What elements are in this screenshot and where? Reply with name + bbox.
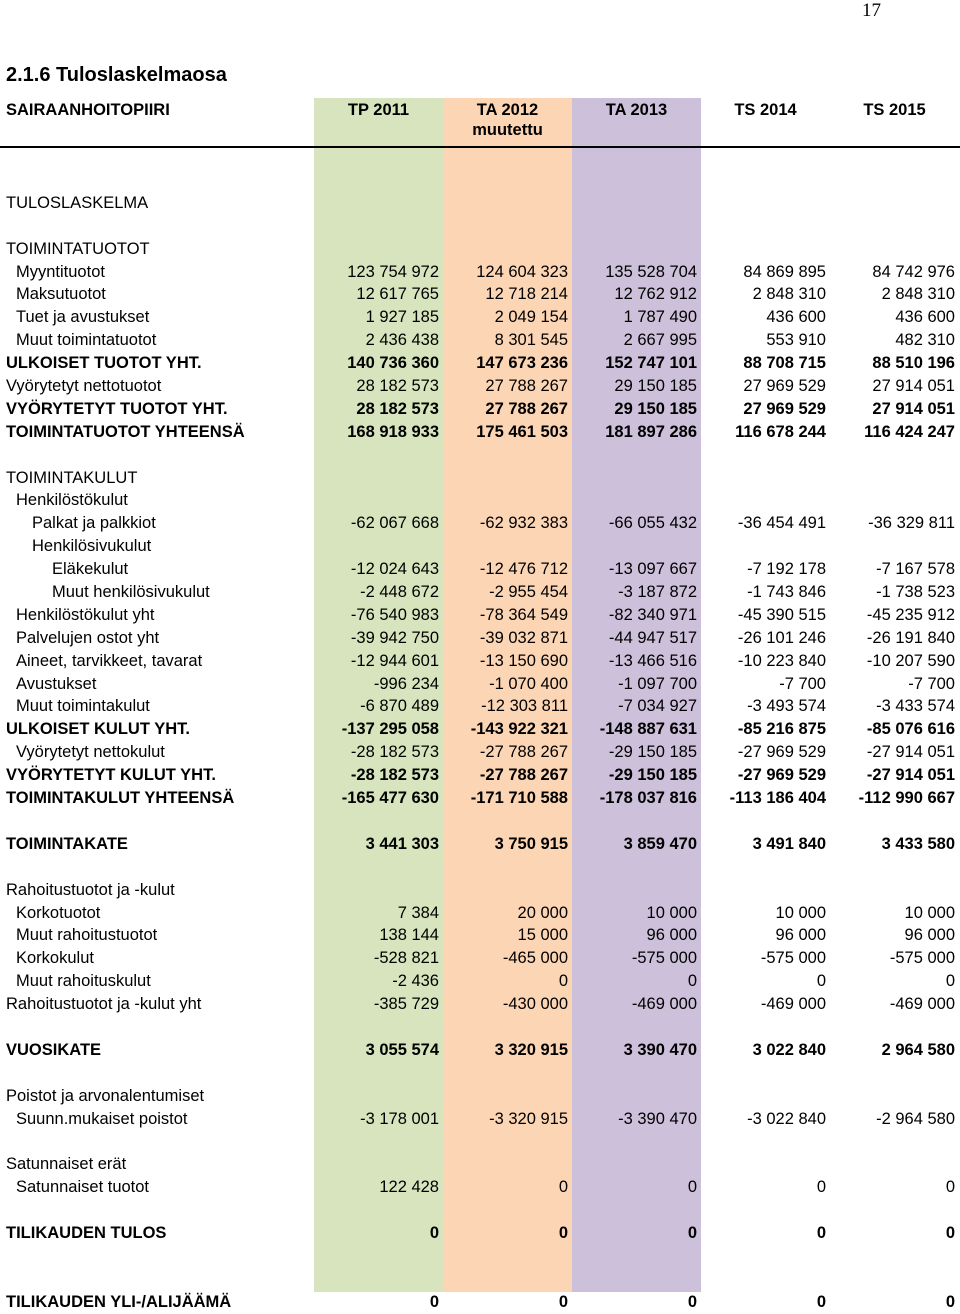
row-value: 3 055 574 — [365, 1040, 439, 1059]
table-row — [0, 261, 960, 284]
row-label: Maksutuotot — [16, 285, 106, 304]
row-label: Rahoitustuotot ja -kulut yht — [6, 995, 202, 1014]
row-value: -27 788 267 — [479, 743, 568, 762]
row-value: -171 710 588 — [470, 789, 568, 808]
row-label: Muut toimintakulut — [16, 697, 150, 716]
row-value: 27 914 051 — [872, 399, 955, 418]
header-divider — [0, 146, 960, 148]
row-label: Henkilöstökulut yht — [16, 605, 155, 624]
spacer-row — [0, 1268, 960, 1291]
row-label: TOIMINTATUOTOT — [6, 239, 150, 258]
income-statement-table — [0, 169, 960, 1314]
row-value: -27 969 529 — [737, 766, 826, 785]
spacer-row — [0, 1130, 960, 1153]
row-value: -62 932 383 — [479, 514, 568, 533]
row-value: 0 — [816, 1292, 826, 1311]
row-value: -29 150 185 — [608, 743, 697, 762]
row-value: 0 — [945, 1223, 955, 1242]
row-value: 482 310 — [895, 331, 955, 350]
row-value: 181 897 286 — [605, 422, 697, 441]
row-value: -39 032 871 — [479, 628, 568, 647]
row-value: -26 101 246 — [737, 628, 826, 647]
row-value: 138 144 — [379, 926, 439, 945]
row-label: Tuet ja avustukset — [16, 308, 150, 327]
table-row — [0, 329, 960, 352]
row-label: Muut rahoitustuotot — [16, 926, 158, 945]
section-title: 2.1.6 Tuloslaskelmaosa — [6, 64, 227, 86]
row-value: -1 097 700 — [618, 674, 697, 693]
table-row — [0, 650, 960, 673]
table-row — [0, 764, 960, 787]
row-value: -1 743 846 — [747, 583, 826, 602]
row-label: Muut henkilösivukulut — [52, 583, 210, 602]
table-row — [0, 741, 960, 764]
row-value: -3 022 840 — [747, 1109, 826, 1128]
row-value: -3 178 001 — [360, 1109, 439, 1128]
row-value: -575 000 — [889, 949, 955, 968]
row-label: Korkotuotot — [16, 903, 101, 922]
row-value: 0 — [429, 1292, 439, 1311]
table-row — [0, 375, 960, 398]
row-label: Muut toimintatuotot — [16, 331, 157, 350]
table-row — [0, 352, 960, 375]
row-value: 28 182 573 — [356, 377, 439, 396]
row-value: 0 — [558, 1223, 568, 1242]
table-row — [0, 673, 960, 696]
spacer-row — [0, 1199, 960, 1222]
row-value: 84 869 895 — [743, 262, 826, 281]
row-value: 0 — [687, 1223, 697, 1242]
row-label: Myyntituotot — [16, 262, 105, 281]
row-label: TOIMINTAKULUT YHTEENSÄ — [6, 789, 235, 808]
row-value: 135 528 704 — [605, 262, 697, 281]
row-value: 96 000 — [904, 926, 955, 945]
row-label: ULKOISET KULUT YHT. — [6, 720, 190, 739]
table-row — [0, 1291, 960, 1314]
row-value: -82 340 971 — [608, 605, 697, 624]
table-row — [0, 581, 960, 604]
row-label: Rahoitustuotot ja -kulut — [6, 880, 175, 899]
row-value: 27 788 267 — [485, 399, 568, 418]
row-value: -2 964 580 — [876, 1109, 955, 1128]
row-label: TOIMINTAKATE — [6, 834, 128, 853]
row-value: -469 000 — [631, 995, 697, 1014]
row-value: 3 491 840 — [752, 834, 826, 853]
table-row — [0, 970, 960, 993]
row-value: 3 433 580 — [881, 834, 955, 853]
row-value: -575 000 — [760, 949, 826, 968]
row-value: 2 848 310 — [752, 285, 826, 304]
header-org: SAIRAANHOITOPIIRI — [6, 101, 170, 119]
row-value: 3 441 303 — [365, 834, 439, 853]
row-label: Henkilösivukulut — [32, 537, 152, 556]
row-value: -26 191 840 — [866, 628, 955, 647]
table-row — [0, 467, 960, 490]
row-value: -3 390 470 — [618, 1109, 697, 1128]
row-value: -113 186 404 — [729, 789, 826, 808]
row-label: TILIKAUDEN TULOS — [6, 1223, 167, 1242]
row-value: 0 — [945, 972, 955, 991]
row-label: TILIKAUDEN YLI-/ALIJÄÄMÄ — [6, 1292, 232, 1311]
row-value: -2 448 672 — [360, 583, 439, 602]
row-value: -1 738 523 — [876, 583, 955, 602]
spacer-row — [0, 215, 960, 238]
row-value: 116 678 244 — [735, 422, 826, 441]
row-value: 29 150 185 — [614, 377, 697, 396]
table-row — [0, 718, 960, 741]
table-row — [0, 1085, 960, 1108]
row-value: 553 910 — [766, 331, 826, 350]
row-label: VYÖRYTETYT TUOTOT YHT. — [6, 399, 228, 418]
table-row — [0, 902, 960, 925]
row-label: Muut rahoituskulut — [16, 972, 151, 991]
spacer-row — [0, 1245, 960, 1268]
row-value: 2 848 310 — [881, 285, 955, 304]
row-value: 27 969 529 — [743, 399, 826, 418]
row-value: -148 887 631 — [599, 720, 697, 739]
row-value: 116 424 247 — [864, 422, 955, 441]
row-value: 436 600 — [895, 308, 955, 327]
row-value: -66 055 432 — [608, 514, 697, 533]
row-value: 0 — [687, 1292, 697, 1311]
row-value: 0 — [816, 1178, 826, 1197]
row-value: -1 070 400 — [489, 674, 568, 693]
row-value: -27 788 267 — [479, 766, 568, 785]
header-ta2012 — [443, 100, 572, 140]
row-value: -7 700 — [908, 674, 955, 693]
row-value: 12 718 214 — [485, 285, 568, 304]
table-row — [0, 627, 960, 650]
row-label: VUOSIKATE — [6, 1040, 102, 1059]
row-label: Korkokulut — [16, 949, 94, 968]
row-value: -27 969 529 — [737, 743, 826, 762]
table-row — [0, 833, 960, 856]
row-value: -12 024 643 — [350, 560, 439, 579]
row-value: -178 037 816 — [599, 789, 697, 808]
row-value: -12 944 601 — [350, 651, 439, 670]
table-row — [0, 398, 960, 421]
row-value: -469 000 — [760, 995, 826, 1014]
row-value: 0 — [687, 972, 697, 991]
row-value: -13 097 667 — [608, 560, 697, 579]
row-value: -28 182 573 — [350, 743, 439, 762]
row-value: -62 067 668 — [350, 514, 439, 533]
row-value: -3 187 872 — [618, 583, 697, 602]
row-value: 27 969 529 — [743, 377, 826, 396]
row-value: -12 476 712 — [479, 560, 568, 579]
row-value: -112 990 667 — [858, 789, 955, 808]
row-value: 2 964 580 — [881, 1040, 955, 1059]
row-value: -7 192 178 — [747, 560, 826, 579]
row-value: 0 — [558, 1178, 568, 1197]
row-value: -528 821 — [373, 949, 439, 968]
row-label: TOIMINTAKULUT — [6, 468, 138, 487]
row-value: 436 600 — [766, 308, 826, 327]
row-value: -13 466 516 — [608, 651, 697, 670]
table-row — [0, 947, 960, 970]
row-value: 84 742 976 — [872, 262, 955, 281]
row-value: -39 942 750 — [350, 628, 439, 647]
row-value: -7 700 — [779, 674, 826, 693]
row-label: Vyörytetyt nettokulut — [16, 743, 165, 762]
row-value: 0 — [945, 1178, 955, 1197]
row-value: 10 000 — [904, 903, 955, 922]
row-value: 20 000 — [517, 903, 568, 922]
row-value: -137 295 058 — [341, 720, 439, 739]
row-value: 12 617 765 — [356, 285, 439, 304]
header-ta2012-line2: muutettu — [472, 121, 543, 139]
row-label: Satunnaiset tuotot — [16, 1178, 150, 1197]
row-value: 0 — [945, 1292, 955, 1311]
row-value: 2 667 995 — [623, 331, 697, 350]
row-value: -36 454 491 — [737, 514, 826, 533]
row-value: 1 927 185 — [365, 308, 439, 327]
row-value: 27 914 051 — [872, 377, 955, 396]
header-ta2012-line1: TA 2012 — [476, 101, 539, 119]
table-row — [0, 489, 960, 512]
row-value: -28 182 573 — [350, 766, 439, 785]
row-value: 15 000 — [517, 926, 568, 945]
row-label: Aineet, tarvikkeet, tavarat — [16, 651, 203, 670]
table-row — [0, 1108, 960, 1131]
row-value: 96 000 — [646, 926, 697, 945]
row-value: 123 754 972 — [347, 262, 439, 281]
row-label: Palvelujen ostot yht — [16, 628, 160, 647]
row-value: 96 000 — [775, 926, 826, 945]
row-value: -10 223 840 — [737, 651, 826, 670]
row-value: -13 150 690 — [479, 651, 568, 670]
table-row — [0, 993, 960, 1016]
row-value: 3 320 915 — [494, 1040, 568, 1059]
row-value: 0 — [687, 1178, 697, 1197]
row-value: 3 390 470 — [623, 1040, 697, 1059]
row-value: 140 736 360 — [347, 354, 439, 373]
row-label: Satunnaiset erät — [6, 1155, 127, 1174]
row-value: 1 787 490 — [623, 308, 697, 327]
row-value: 3 859 470 — [623, 834, 697, 853]
table-row — [0, 924, 960, 947]
row-value: -469 000 — [889, 995, 955, 1014]
header-ts2014: TS 2014 — [734, 101, 797, 119]
row-value: 2 049 154 — [494, 308, 568, 327]
row-value: 29 150 185 — [614, 399, 697, 418]
table-row — [0, 879, 960, 902]
row-value: -143 922 321 — [470, 720, 568, 739]
row-value: -85 216 875 — [737, 720, 826, 739]
row-label: Eläkekulut — [52, 560, 129, 579]
row-value: -27 914 051 — [866, 743, 955, 762]
row-value: 152 747 101 — [605, 354, 697, 373]
row-value: -78 364 549 — [479, 605, 568, 624]
table-row — [0, 1153, 960, 1176]
row-value: -6 870 489 — [360, 697, 439, 716]
row-value: 124 604 323 — [476, 262, 568, 281]
row-value: -165 477 630 — [341, 789, 439, 808]
table-row — [0, 283, 960, 306]
spacer-row — [0, 1016, 960, 1039]
table-row — [0, 238, 960, 261]
row-label: Poistot ja arvonalentumiset — [6, 1086, 205, 1105]
row-value: -3 320 915 — [489, 1109, 568, 1128]
row-label: Henkilöstökulut — [16, 491, 128, 510]
spacer-row — [0, 1062, 960, 1085]
row-value: -44 947 517 — [608, 628, 697, 647]
table-row — [0, 1176, 960, 1199]
page-number: 17 — [862, 0, 881, 21]
table-row — [0, 421, 960, 444]
row-value: -29 150 185 — [608, 766, 697, 785]
table-row — [0, 604, 960, 627]
row-value: -27 914 051 — [866, 766, 955, 785]
row-value: 12 762 912 — [614, 285, 697, 304]
table-row — [0, 695, 960, 718]
row-value: 28 182 573 — [356, 399, 439, 418]
table-row — [0, 535, 960, 558]
row-label: TOIMINTATUOTOT YHTEENSÄ — [6, 422, 245, 441]
row-value: 0 — [816, 1223, 826, 1242]
row-label: TULOSLASKELMA — [6, 193, 149, 212]
spacer-row — [0, 169, 960, 192]
row-value: -430 000 — [502, 995, 568, 1014]
row-value: 7 384 — [397, 903, 439, 922]
row-value: 147 673 236 — [476, 354, 568, 373]
row-value: 10 000 — [775, 903, 826, 922]
row-value: 8 301 545 — [494, 331, 568, 350]
row-value: 2 436 438 — [365, 331, 439, 350]
row-value: 88 510 196 — [872, 354, 955, 373]
row-value: -7 034 927 — [618, 697, 697, 716]
row-value: 0 — [816, 972, 826, 991]
row-value: -2 436 — [392, 972, 439, 991]
table-row — [0, 558, 960, 581]
row-value: -3 433 574 — [876, 697, 955, 716]
row-value: 175 461 503 — [476, 422, 568, 441]
row-value: -36 329 811 — [868, 514, 955, 533]
row-value: -3 493 574 — [747, 697, 826, 716]
row-label: Palkat ja palkkiot — [32, 514, 156, 533]
header-tp2011: TP 2011 — [347, 101, 410, 119]
header-ts2015: TS 2015 — [863, 101, 926, 119]
row-value: -7 167 578 — [876, 560, 955, 579]
row-label: Suunn.mukaiset poistot — [16, 1109, 188, 1128]
row-value: -575 000 — [631, 949, 697, 968]
row-value: -85 076 616 — [866, 720, 955, 739]
row-value: 3 022 840 — [752, 1040, 826, 1059]
row-value: 88 708 715 — [743, 354, 826, 373]
row-label: Avustukset — [16, 674, 97, 693]
row-value: 10 000 — [646, 903, 697, 922]
row-value: 0 — [429, 1223, 439, 1242]
spacer-row — [0, 856, 960, 879]
row-value: 168 918 933 — [347, 422, 439, 441]
row-value: -10 207 590 — [866, 651, 955, 670]
row-label: VYÖRYTETYT KULUT YHT. — [6, 766, 216, 785]
table-row — [0, 192, 960, 215]
row-value: -12 303 811 — [481, 697, 568, 716]
row-value: -465 000 — [502, 949, 568, 968]
table-row — [0, 787, 960, 810]
row-label: ULKOISET TUOTOT YHT. — [6, 354, 202, 373]
spacer-row — [0, 444, 960, 467]
row-value: -76 540 983 — [350, 605, 439, 624]
row-value: 3 750 915 — [494, 834, 568, 853]
row-value: -996 234 — [373, 674, 439, 693]
row-value: -45 235 912 — [866, 605, 955, 624]
table-row — [0, 306, 960, 329]
row-value: 0 — [558, 1292, 568, 1311]
header-ta2013: TA 2013 — [605, 101, 668, 119]
row-value: 0 — [558, 972, 568, 991]
table-row — [0, 1222, 960, 1245]
row-value: -385 729 — [373, 995, 439, 1014]
table-row — [0, 1039, 960, 1062]
table-row — [0, 512, 960, 535]
row-value: 122 428 — [379, 1178, 439, 1197]
row-value: -45 390 515 — [737, 605, 826, 624]
row-value: 27 788 267 — [485, 377, 568, 396]
row-value: -2 955 454 — [489, 583, 568, 602]
spacer-row — [0, 810, 960, 833]
row-label: Vyörytetyt nettotuotot — [6, 377, 162, 396]
